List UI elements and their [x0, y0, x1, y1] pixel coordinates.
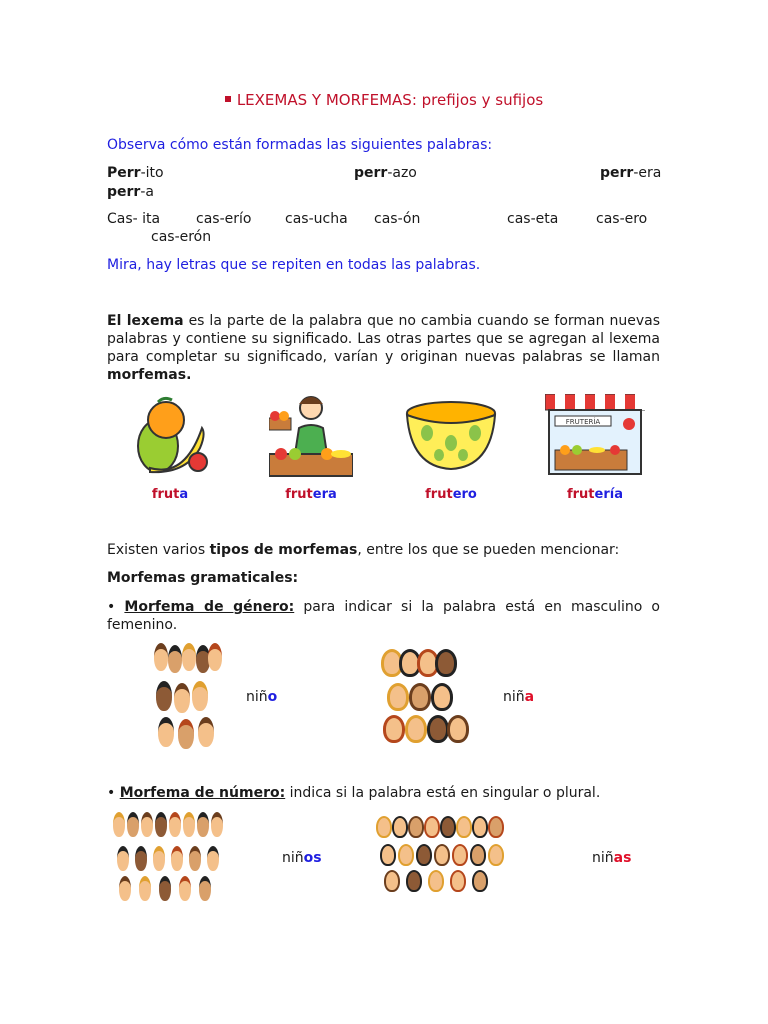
numero-definition: • Morfema de número: indica si la palabra está en singular o plural.	[107, 785, 601, 801]
boys-illustration	[154, 643, 222, 747]
genero-definition: • Morfema de género: para indicar si la palabra está en masculino o femenino.	[107, 599, 660, 633]
page-title	[0, 91, 768, 109]
word-nino: niño	[246, 689, 278, 705]
fruit-seller-icon	[269, 394, 353, 478]
gramaticales-heading: Morfemas gramaticales:	[107, 570, 299, 586]
tipos-text: Existen varios tipos de morfemas, entre los que se pueden mencionar:	[107, 542, 620, 558]
title-text: LEXEMAS Y MORFEMAS: prefijos y sufijos	[236, 91, 544, 109]
word-ninas: niñas	[592, 850, 632, 866]
word-perrazo: perr-azo	[354, 165, 417, 181]
word-nina: niña	[503, 689, 535, 705]
fruit-shop-icon	[545, 394, 645, 476]
word-cason: cas-ón	[374, 211, 421, 227]
word-perrito: Perr-ito	[107, 165, 164, 181]
title-bullet	[225, 96, 231, 102]
shop-sign-text: FRUTERÍA	[565, 418, 601, 426]
fruit-dish-icon	[405, 399, 497, 471]
caption-frutera: frutera	[285, 487, 337, 502]
word-caserio: cas-erío	[196, 211, 252, 227]
word-casucha: cas-ucha	[285, 211, 348, 227]
girls-plural-illustration	[376, 816, 507, 894]
word-ninos: niños	[282, 850, 322, 866]
lexema-definition: El lexema es la parte de la palabra que no cambia cuando se forman nuevas palabras y contiene su significado. Las otras partes que se agregan al lexema para completar su significado, varían y originan nuevas palabras se llaman morfemas.	[107, 313, 660, 383]
caption-fruta: fruta	[151, 487, 189, 502]
caption-frutero: frutero	[425, 487, 477, 502]
boys-plural-illustration	[113, 812, 226, 902]
caption-fruteria: frutería	[566, 487, 623, 502]
mira-text: Mira, hay letras que se repiten en todas las palabras.	[107, 257, 481, 273]
fruit-bowl-icon	[128, 394, 212, 478]
word-perrera: perr-era	[600, 165, 662, 181]
word-perra: perr-a	[107, 184, 154, 200]
word-casero: cas-ero	[596, 211, 648, 227]
girls-illustration	[381, 649, 466, 745]
word-casita: Cas- ita	[107, 211, 161, 227]
word-caseron: cas-erón	[151, 229, 212, 245]
word-caseta: cas-eta	[507, 211, 559, 227]
intro-text: Observa cómo están formadas las siguientes palabras:	[107, 137, 493, 153]
